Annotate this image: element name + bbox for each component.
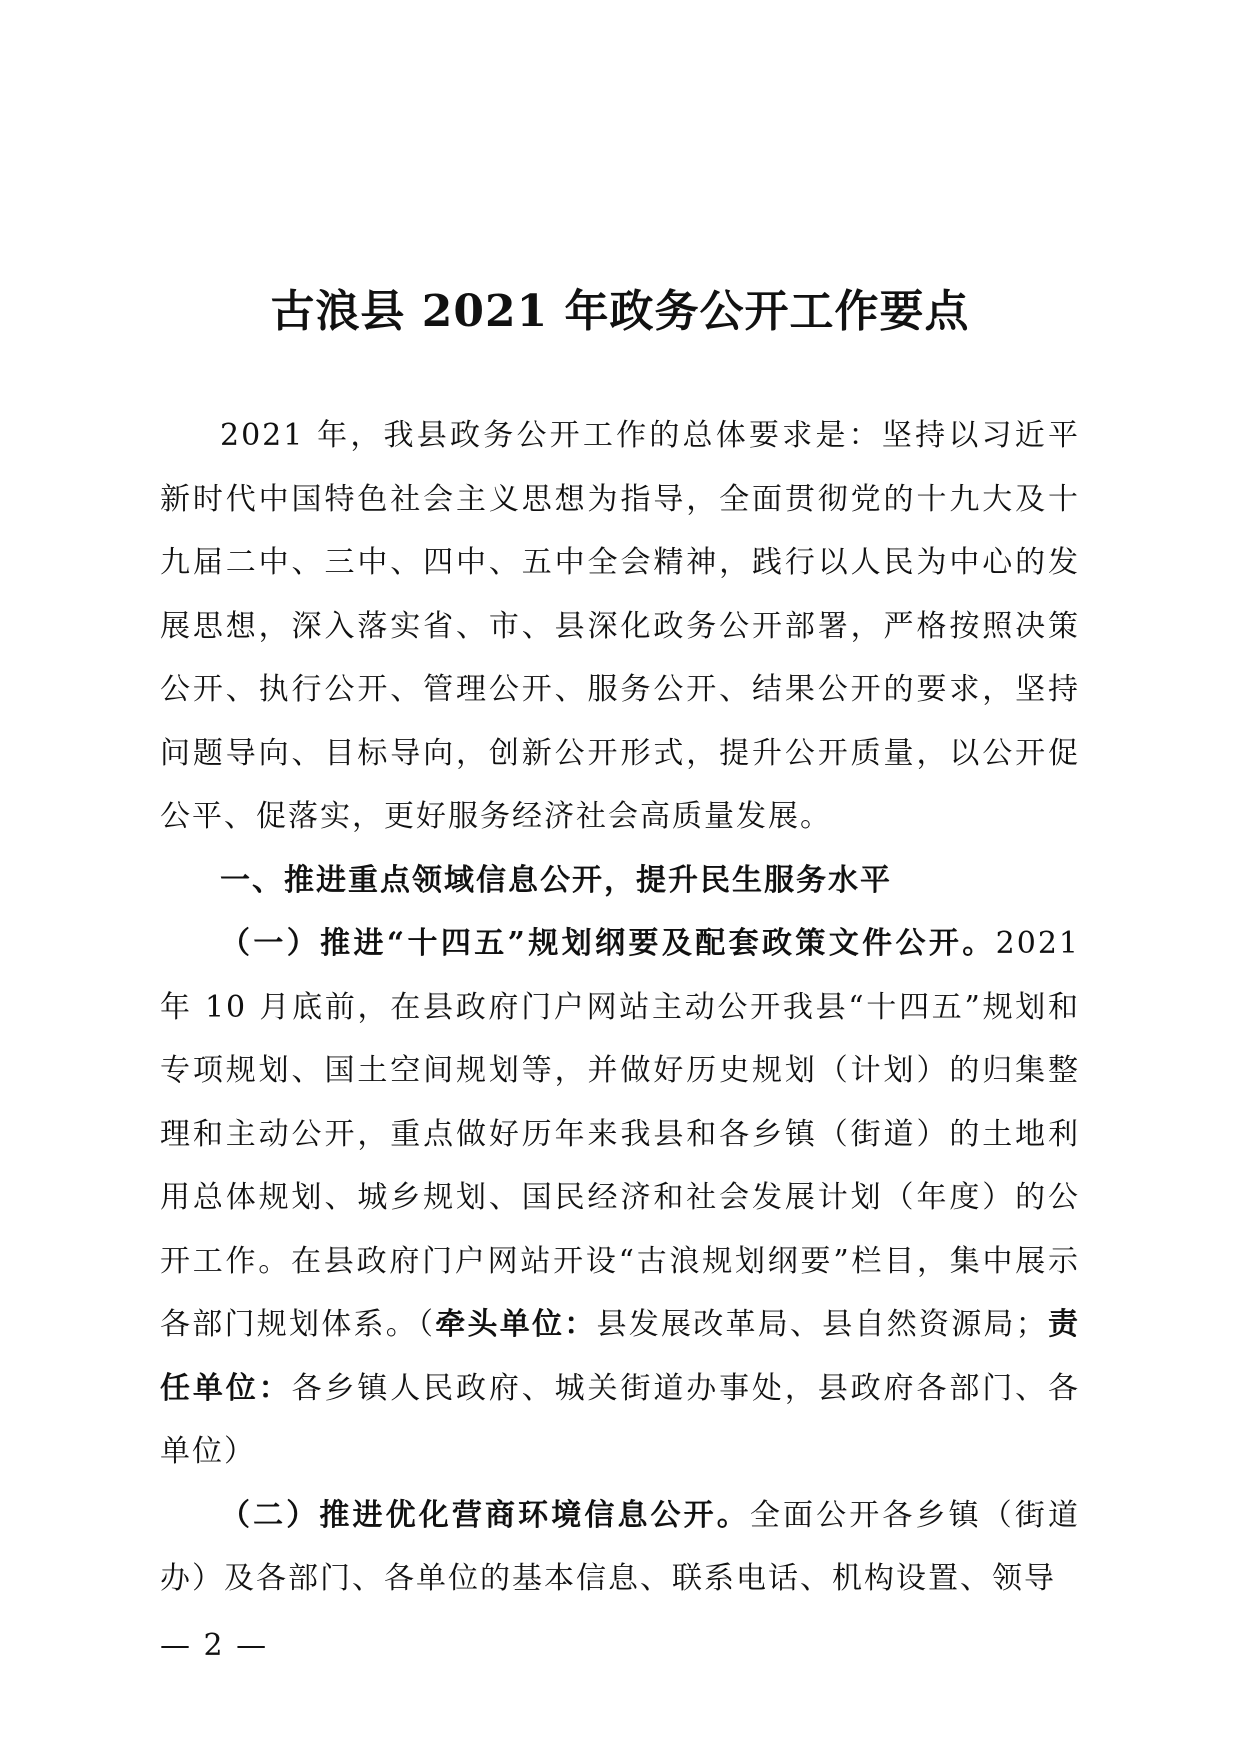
item-1-text: 2021 年 10 月底前，在县政府门户网站主动公开我县“十四五”规划和专项规划、国土空间规划等，并做好历史规划（计划）的归集整理和主动公开，重点做好历年来我县和各乡镇（街道）的土地利用总体规划、城乡规划、国民经济和社会发展计划（年度）的公开工作。在县政府门户网站开设“古浪规划纲要”栏目，集中展示各部门规划体系。（ <box>160 926 1080 1342</box>
responsible-units: 各乡镇人民政府、城关街道办事处，县政府各部门、各单位） <box>160 1370 1081 1469</box>
item-1-heading: （一）推进“十四五”规划纲要及配套政策文件公开。 <box>220 926 996 961</box>
item-2-text: 全面公开各乡镇（街道办）及各部门、各单位的基本信息、联系电话、机构设置、领导 <box>160 1497 1081 1596</box>
document-body <box>160 404 1080 1611</box>
document-title: 古浪县 2021 年政务公开工作要点 <box>270 286 970 337</box>
item-2-heading: （二）推进优化营商环境信息公开。 <box>220 1497 750 1533</box>
lead-units: 县发展改革局、县自然资源局； <box>596 1307 1048 1342</box>
intro-paragraph: 2021 年，我县政务公开工作的总体要求是：坚持以习近平新时代中国特色社会主义思想为指导，全面贯彻党的十九大及十九届二中、三中、四中、五中全会精神，践行以人民为中心的发展思想，深入落实省、市、县深化政务公开部署，严格按照决策公开、执行公开、管理公开、服务公开、结果公开的要求，坚持问题导向、目标导向，创新公开形式，提升公开质量，以公开促公平、促落实，更好服务经济社会高质量发展。 <box>160 418 1080 834</box>
responsible-unit-label: 责任单位： <box>160 1307 1080 1406</box>
item-1-paragraph <box>160 912 1080 1484</box>
section-heading-1: 一、推进重点领域信息公开，提升民生服务水平 <box>220 862 892 898</box>
item-2-paragraph <box>160 1484 1080 1611</box>
page-number: — 2 — <box>160 1628 269 1663</box>
lead-unit-label: 牵头单位： <box>435 1307 597 1342</box>
